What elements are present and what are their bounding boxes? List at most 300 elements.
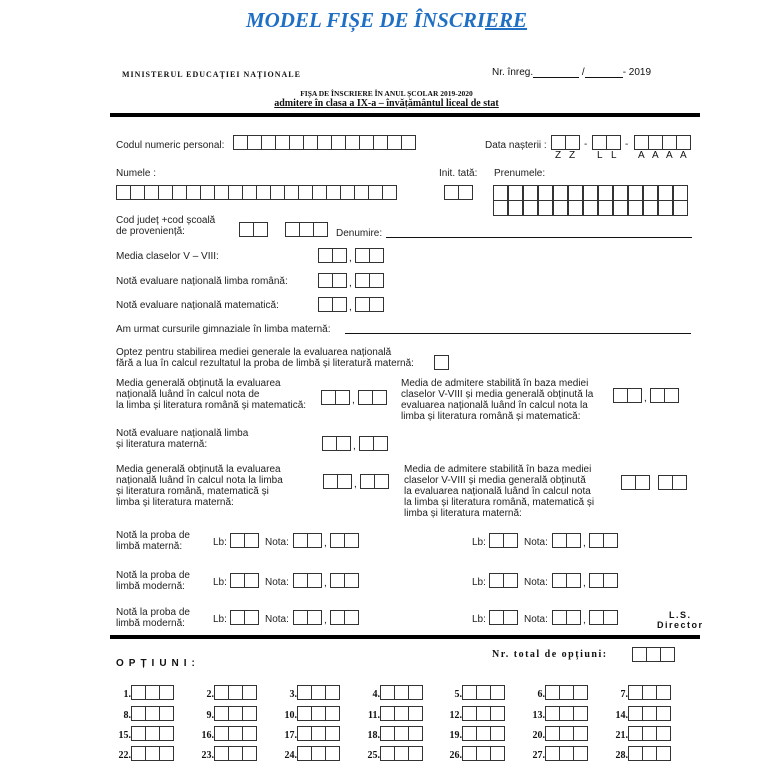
input-box[interactable] — [566, 610, 581, 625]
input-box[interactable] — [253, 222, 268, 237]
input-box[interactable] — [307, 533, 322, 548]
input-box[interactable] — [642, 706, 657, 721]
input-box[interactable] — [566, 533, 581, 548]
input-box[interactable] — [476, 706, 491, 721]
input-box[interactable] — [297, 685, 312, 700]
input-box[interactable] — [299, 222, 314, 237]
input-box[interactable] — [186, 185, 201, 200]
input-box[interactable] — [394, 706, 409, 721]
input-box[interactable] — [589, 610, 604, 625]
option-boxes[interactable] — [297, 706, 340, 721]
language-code-boxes-right[interactable] — [489, 573, 518, 588]
input-box[interactable] — [551, 135, 566, 150]
surname-boxes[interactable] — [116, 185, 397, 200]
input-box[interactable] — [313, 222, 328, 237]
mg-ro-mat-boxes-dec[interactable] — [358, 390, 387, 405]
option-boxes[interactable] — [628, 685, 671, 700]
option-boxes[interactable] — [214, 706, 257, 721]
input-box[interactable] — [559, 726, 574, 741]
option-boxes[interactable] — [131, 726, 174, 741]
input-box[interactable] — [656, 726, 671, 741]
input-box[interactable] — [380, 746, 395, 761]
input-box[interactable] — [244, 573, 259, 588]
input-box[interactable] — [131, 685, 146, 700]
input-box[interactable] — [462, 726, 477, 741]
input-box[interactable] — [325, 746, 340, 761]
input-box[interactable] — [355, 248, 370, 263]
input-box[interactable] — [545, 685, 560, 700]
input-box[interactable] — [340, 185, 355, 200]
input-box[interactable] — [387, 135, 402, 150]
input-box[interactable] — [568, 185, 583, 201]
input-box[interactable] — [230, 573, 245, 588]
input-box[interactable] — [228, 706, 243, 721]
en-materna-boxes-dec[interactable] — [359, 436, 388, 451]
input-box[interactable] — [490, 746, 505, 761]
input-box[interactable] — [408, 726, 423, 741]
input-box[interactable] — [317, 135, 332, 150]
input-box[interactable] — [628, 746, 643, 761]
input-box[interactable] — [325, 726, 340, 741]
input-box[interactable] — [369, 297, 384, 312]
input-box[interactable] — [311, 746, 326, 761]
input-box[interactable] — [355, 297, 370, 312]
input-box[interactable] — [318, 248, 333, 263]
option-boxes[interactable] — [214, 746, 257, 761]
input-box[interactable] — [373, 135, 388, 150]
input-box[interactable] — [673, 200, 688, 216]
language-grade-boxes-left-dec[interactable] — [330, 533, 359, 548]
input-box[interactable] — [332, 248, 347, 263]
input-box[interactable] — [332, 273, 347, 288]
input-box[interactable] — [650, 388, 665, 403]
en-matematica-boxes-int[interactable] — [318, 297, 347, 312]
total-options-boxes[interactable] — [632, 647, 675, 662]
input-box[interactable] — [145, 726, 160, 741]
language-grade-boxes-left-dec[interactable] — [330, 573, 359, 588]
input-box[interactable] — [230, 610, 245, 625]
input-box[interactable] — [642, 726, 657, 741]
language-grade-boxes-right-int[interactable] — [552, 533, 581, 548]
input-box[interactable] — [408, 685, 423, 700]
input-box[interactable] — [336, 436, 351, 451]
input-box[interactable] — [297, 706, 312, 721]
input-box[interactable] — [656, 746, 671, 761]
input-box[interactable] — [523, 200, 538, 216]
birth-month-boxes[interactable] — [592, 135, 621, 150]
input-box[interactable] — [332, 297, 347, 312]
input-box[interactable] — [545, 706, 560, 721]
input-box[interactable] — [312, 185, 327, 200]
input-box[interactable] — [214, 746, 229, 761]
input-box[interactable] — [368, 185, 383, 200]
input-box[interactable] — [628, 706, 643, 721]
input-box[interactable] — [573, 706, 588, 721]
input-box[interactable] — [228, 746, 243, 761]
input-box[interactable] — [297, 746, 312, 761]
input-box[interactable] — [401, 135, 416, 150]
input-box[interactable] — [589, 533, 604, 548]
input-box[interactable] — [256, 185, 271, 200]
option-boxes[interactable] — [628, 706, 671, 721]
input-box[interactable] — [380, 685, 395, 700]
input-box[interactable] — [462, 746, 477, 761]
input-box[interactable] — [228, 726, 243, 741]
input-box[interactable] — [380, 706, 395, 721]
input-box[interactable] — [172, 185, 187, 200]
input-box[interactable] — [658, 475, 673, 490]
option-boxes[interactable] — [462, 726, 505, 741]
input-box[interactable] — [293, 610, 308, 625]
input-box[interactable] — [538, 200, 553, 216]
option-boxes[interactable] — [131, 706, 174, 721]
input-box[interactable] — [145, 706, 160, 721]
option-boxes[interactable] — [380, 726, 423, 741]
registration-date-field[interactable] — [585, 68, 623, 78]
input-box[interactable] — [289, 135, 304, 150]
option-boxes[interactable] — [214, 685, 257, 700]
input-box[interactable] — [476, 685, 491, 700]
input-box[interactable] — [293, 573, 308, 588]
en-romana-boxes-dec[interactable] — [355, 273, 384, 288]
input-box[interactable] — [490, 706, 505, 721]
input-box[interactable] — [568, 200, 583, 216]
input-box[interactable] — [358, 390, 373, 405]
language-grade-boxes-left-dec[interactable] — [330, 610, 359, 625]
input-box[interactable] — [603, 610, 618, 625]
input-box[interactable] — [214, 685, 229, 700]
input-box[interactable] — [275, 135, 290, 150]
input-box[interactable] — [330, 533, 345, 548]
first-name-boxes[interactable] — [493, 185, 688, 215]
input-box[interactable] — [458, 185, 473, 200]
input-box[interactable] — [559, 706, 574, 721]
input-box[interactable] — [489, 573, 504, 588]
input-box[interactable] — [244, 610, 259, 625]
input-box[interactable] — [632, 647, 647, 662]
input-box[interactable] — [322, 436, 337, 451]
media-v-viii-boxes-dec[interactable] — [355, 248, 384, 263]
input-box[interactable] — [116, 185, 131, 200]
ma-all-boxes-dec[interactable] — [658, 475, 687, 490]
option-boxes[interactable] — [380, 685, 423, 700]
input-box[interactable] — [214, 185, 229, 200]
input-box[interactable] — [230, 533, 245, 548]
option-boxes[interactable] — [628, 746, 671, 761]
input-box[interactable] — [566, 573, 581, 588]
input-box[interactable] — [676, 135, 691, 150]
input-box[interactable] — [158, 185, 173, 200]
option-boxes[interactable] — [545, 706, 588, 721]
birth-day-boxes[interactable] — [551, 135, 580, 150]
input-box[interactable] — [344, 610, 359, 625]
input-box[interactable] — [145, 746, 160, 761]
input-box[interactable] — [325, 685, 340, 700]
input-box[interactable] — [372, 390, 387, 405]
language-grade-boxes-right-dec[interactable] — [589, 573, 618, 588]
input-box[interactable] — [672, 475, 687, 490]
input-box[interactable] — [344, 533, 359, 548]
input-box[interactable] — [664, 388, 679, 403]
father-initial-boxes[interactable] — [444, 185, 473, 200]
input-box[interactable] — [360, 474, 375, 489]
input-box[interactable] — [408, 746, 423, 761]
input-box[interactable] — [603, 533, 618, 548]
input-box[interactable] — [247, 135, 262, 150]
input-box[interactable] — [573, 685, 588, 700]
input-box[interactable] — [462, 706, 477, 721]
input-box[interactable] — [503, 573, 518, 588]
input-box[interactable] — [285, 222, 300, 237]
input-box[interactable] — [242, 685, 257, 700]
input-box[interactable] — [144, 185, 159, 200]
input-box[interactable] — [214, 726, 229, 741]
input-box[interactable] — [298, 185, 313, 200]
input-box[interactable] — [307, 573, 322, 588]
input-box[interactable] — [573, 726, 588, 741]
input-box[interactable] — [648, 135, 663, 150]
input-box[interactable] — [559, 746, 574, 761]
input-box[interactable] — [646, 647, 661, 662]
school-code-boxes[interactable] — [285, 222, 328, 237]
input-box[interactable] — [628, 726, 643, 741]
language-code-boxes-left[interactable] — [230, 533, 259, 548]
input-box[interactable] — [565, 135, 580, 150]
input-box[interactable] — [344, 573, 359, 588]
input-box[interactable] — [394, 746, 409, 761]
input-box[interactable] — [214, 706, 229, 721]
birth-year-boxes[interactable] — [634, 135, 691, 150]
input-box[interactable] — [159, 726, 174, 741]
language-grade-boxes-right-dec[interactable] — [589, 533, 618, 548]
option-boxes[interactable] — [297, 746, 340, 761]
language-grade-boxes-right-int[interactable] — [552, 573, 581, 588]
input-box[interactable] — [493, 200, 508, 216]
mg-ro-mat-boxes-int[interactable] — [321, 390, 350, 405]
input-box[interactable] — [634, 135, 649, 150]
option-boxes[interactable] — [131, 746, 174, 761]
input-box[interactable] — [131, 726, 146, 741]
input-box[interactable] — [131, 706, 146, 721]
input-box[interactable] — [307, 610, 322, 625]
option-boxes[interactable] — [297, 726, 340, 741]
input-box[interactable] — [335, 390, 350, 405]
input-box[interactable] — [131, 746, 146, 761]
input-box[interactable] — [159, 746, 174, 761]
input-box[interactable] — [331, 135, 346, 150]
option-boxes[interactable] — [628, 726, 671, 741]
en-matematica-boxes-dec[interactable] — [355, 297, 384, 312]
input-box[interactable] — [598, 200, 613, 216]
input-box[interactable] — [628, 185, 643, 201]
input-box[interactable] — [242, 726, 257, 741]
county-code-boxes[interactable] — [239, 222, 268, 237]
input-box[interactable] — [552, 533, 567, 548]
input-box[interactable] — [603, 573, 618, 588]
input-box[interactable] — [242, 706, 257, 721]
option-boxes[interactable] — [131, 685, 174, 700]
input-box[interactable] — [242, 746, 257, 761]
input-box[interactable] — [583, 200, 598, 216]
input-box[interactable] — [311, 726, 326, 741]
input-box[interactable] — [553, 185, 568, 201]
input-box[interactable] — [613, 200, 628, 216]
input-box[interactable] — [476, 726, 491, 741]
en-materna-boxes-int[interactable] — [322, 436, 351, 451]
input-box[interactable] — [628, 200, 643, 216]
school-name-field[interactable] — [386, 237, 692, 238]
ma-ro-mat-boxes-int[interactable] — [613, 388, 642, 403]
input-box[interactable] — [552, 610, 567, 625]
input-box[interactable] — [130, 185, 145, 200]
input-box[interactable] — [318, 273, 333, 288]
input-box[interactable] — [408, 706, 423, 721]
input-box[interactable] — [462, 685, 477, 700]
language-code-boxes-right[interactable] — [489, 610, 518, 625]
input-box[interactable] — [553, 200, 568, 216]
input-box[interactable] — [337, 474, 352, 489]
input-box[interactable] — [380, 726, 395, 741]
input-box[interactable] — [606, 135, 621, 150]
input-box[interactable] — [503, 610, 518, 625]
input-box[interactable] — [242, 185, 257, 200]
input-box[interactable] — [643, 185, 658, 201]
input-box[interactable] — [394, 726, 409, 741]
input-box[interactable] — [326, 185, 341, 200]
input-box[interactable] — [200, 185, 215, 200]
input-box[interactable] — [369, 248, 384, 263]
input-box[interactable] — [330, 573, 345, 588]
input-box[interactable] — [489, 610, 504, 625]
option-boxes[interactable] — [214, 726, 257, 741]
option-boxes[interactable] — [380, 746, 423, 761]
input-box[interactable] — [489, 533, 504, 548]
input-box[interactable] — [239, 222, 254, 237]
input-box[interactable] — [270, 185, 285, 200]
input-box[interactable] — [444, 185, 459, 200]
input-box[interactable] — [490, 685, 505, 700]
registration-number-field[interactable] — [533, 68, 579, 78]
input-box[interactable] — [354, 185, 369, 200]
ma-all-boxes-int[interactable] — [621, 475, 650, 490]
input-box[interactable] — [159, 706, 174, 721]
input-box[interactable] — [538, 185, 553, 201]
option-boxes[interactable] — [462, 746, 505, 761]
input-box[interactable] — [662, 135, 677, 150]
option-boxes[interactable] — [462, 685, 505, 700]
media-v-viii-boxes-int[interactable] — [318, 248, 347, 263]
input-box[interactable] — [325, 706, 340, 721]
input-box[interactable] — [311, 685, 326, 700]
option-boxes[interactable] — [380, 706, 423, 721]
input-box[interactable] — [369, 273, 384, 288]
input-box[interactable] — [493, 185, 508, 201]
input-box[interactable] — [658, 185, 673, 201]
input-box[interactable] — [244, 533, 259, 548]
cnp-boxes[interactable] — [233, 135, 416, 150]
language-grade-boxes-right-dec[interactable] — [589, 610, 618, 625]
input-box[interactable] — [373, 436, 388, 451]
input-box[interactable] — [627, 388, 642, 403]
input-box[interactable] — [523, 185, 538, 201]
input-box[interactable] — [228, 185, 243, 200]
input-box[interactable] — [583, 185, 598, 201]
mother-tongue-field[interactable] — [345, 333, 691, 334]
input-box[interactable] — [359, 436, 374, 451]
input-box[interactable] — [490, 726, 505, 741]
mg-all-boxes-dec[interactable] — [360, 474, 389, 489]
mg-all-boxes-int[interactable] — [323, 474, 352, 489]
input-box[interactable] — [660, 647, 675, 662]
input-box[interactable] — [321, 390, 336, 405]
input-box[interactable] — [261, 135, 276, 150]
language-code-boxes-left[interactable] — [230, 610, 259, 625]
en-romana-boxes-int[interactable] — [318, 273, 347, 288]
option-boxes[interactable] — [545, 726, 588, 741]
input-box[interactable] — [394, 685, 409, 700]
input-box[interactable] — [318, 297, 333, 312]
input-box[interactable] — [545, 746, 560, 761]
input-box[interactable] — [355, 273, 370, 288]
option-boxes[interactable] — [462, 706, 505, 721]
option-boxes[interactable] — [297, 685, 340, 700]
input-box[interactable] — [656, 685, 671, 700]
input-box[interactable] — [545, 726, 560, 741]
input-box[interactable] — [635, 475, 650, 490]
input-box[interactable] — [476, 746, 491, 761]
input-box[interactable] — [382, 185, 397, 200]
input-box[interactable] — [503, 533, 518, 548]
input-box[interactable] — [642, 746, 657, 761]
input-box[interactable] — [621, 475, 636, 490]
input-box[interactable] — [643, 200, 658, 216]
input-box[interactable] — [330, 610, 345, 625]
language-grade-boxes-right-int[interactable] — [552, 610, 581, 625]
input-box[interactable] — [658, 200, 673, 216]
input-box[interactable] — [345, 135, 360, 150]
input-box[interactable] — [656, 706, 671, 721]
input-box[interactable] — [159, 685, 174, 700]
input-box[interactable] — [508, 200, 523, 216]
input-box[interactable] — [434, 355, 449, 370]
input-box[interactable] — [311, 706, 326, 721]
input-box[interactable] — [293, 533, 308, 548]
input-box[interactable] — [628, 685, 643, 700]
input-box[interactable] — [233, 135, 248, 150]
input-box[interactable] — [359, 135, 374, 150]
input-box[interactable] — [598, 185, 613, 201]
ma-ro-mat-boxes-dec[interactable] — [650, 388, 679, 403]
language-code-boxes-left[interactable] — [230, 573, 259, 588]
input-box[interactable] — [573, 746, 588, 761]
option-boxes[interactable] — [545, 746, 588, 761]
option-boxes[interactable] — [545, 685, 588, 700]
input-box[interactable] — [613, 388, 628, 403]
input-box[interactable] — [297, 726, 312, 741]
input-box[interactable] — [323, 474, 338, 489]
input-box[interactable] — [673, 185, 688, 201]
input-box[interactable] — [559, 685, 574, 700]
input-box[interactable] — [374, 474, 389, 489]
language-grade-boxes-left-int[interactable] — [293, 610, 322, 625]
input-box[interactable] — [642, 685, 657, 700]
input-box[interactable] — [284, 185, 299, 200]
input-box[interactable] — [589, 573, 604, 588]
input-box[interactable] — [303, 135, 318, 150]
input-box[interactable] — [508, 185, 523, 201]
optez-checkbox[interactable] — [434, 355, 449, 370]
input-box[interactable] — [613, 185, 628, 201]
